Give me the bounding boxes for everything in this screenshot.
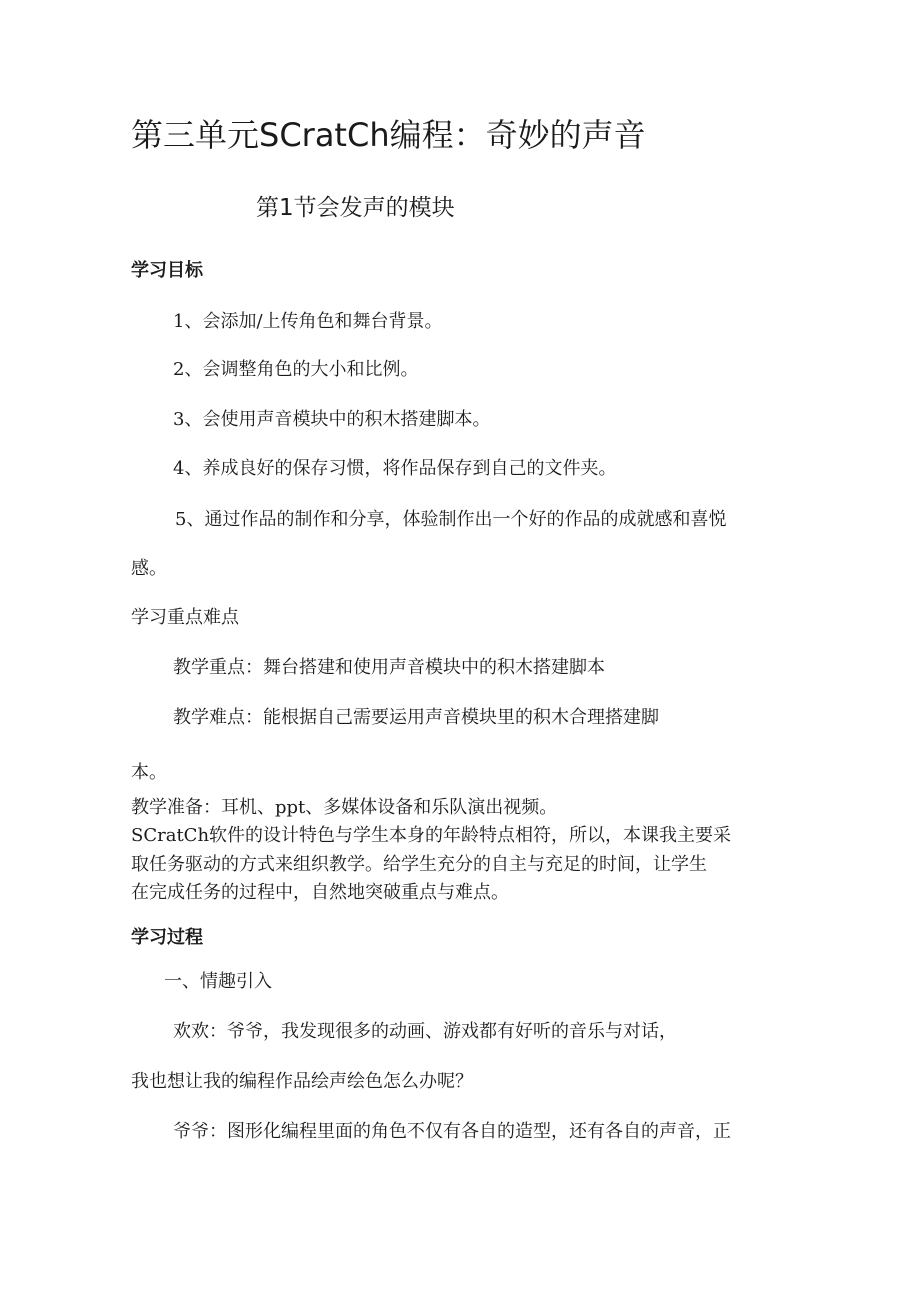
dialogue-huanhuan-line-1: 欢欢：爷爷，我发现很多的动画、游戏都有好听的音乐与对话，: [173, 1021, 677, 1042]
design-paragraph-line-3: 在完成任务的过程中，自然地突破重点与难点。: [131, 882, 509, 903]
objective-item-4: 4、养成良好的保存习惯，将作品保存到自己的文件夹。: [173, 458, 617, 479]
section-intro: 一、情趣引入: [164, 971, 272, 992]
design-paragraph-line-2: 取任务驱动的方式来组织教学。给学生充分的自主与充足的时间，让学生: [131, 854, 707, 875]
objectives-heading: 学习目标: [131, 260, 203, 281]
dialogue-huanhuan-line-2: 我也想让我的编程作品绘声绘色怎么办呢？: [131, 1071, 473, 1092]
design-paragraph-line-1: SCratCh软件的设计特色与学生本身的年龄特点相符，所以，本课我主要采: [131, 825, 732, 846]
objective-item-5-continuation: 感。: [131, 558, 167, 579]
key-points-heading: 学习重点难点: [131, 607, 239, 628]
process-heading: 学习过程: [131, 927, 203, 948]
teaching-difficulty-continuation: 本。: [131, 762, 167, 783]
teaching-focus: 教学重点：舞台搭建和使用声音模块中的积木搭建脚本: [173, 657, 605, 678]
objective-item-5: 5、通过作品的制作和分享，体验制作出一个好的作品的成就感和喜悦: [175, 509, 727, 530]
teaching-difficulty: 教学难点：能根据自己需要运用声音模块里的积木合理搭建脚: [173, 707, 659, 728]
document-title: 第三单元SCratCh编程：奇妙的声音: [131, 116, 646, 154]
objective-item-1: 1、会添加/上传角色和舞台背景。: [173, 311, 443, 332]
dialogue-grandpa-line-1: 爷爷：图形化编程里面的角色不仅有各自的造型，还有各自的声音，正: [173, 1121, 731, 1142]
objective-item-2: 2、会调整角色的大小和比例。: [173, 359, 419, 380]
objective-item-3: 3、会使用声音模块中的积木搭建脚本。: [173, 409, 491, 430]
section-subtitle: 第1节会发声的模块: [256, 195, 455, 221]
teaching-preparation: 教学准备：耳机、ppt、多媒体设备和乐队演出视频。: [131, 797, 558, 818]
